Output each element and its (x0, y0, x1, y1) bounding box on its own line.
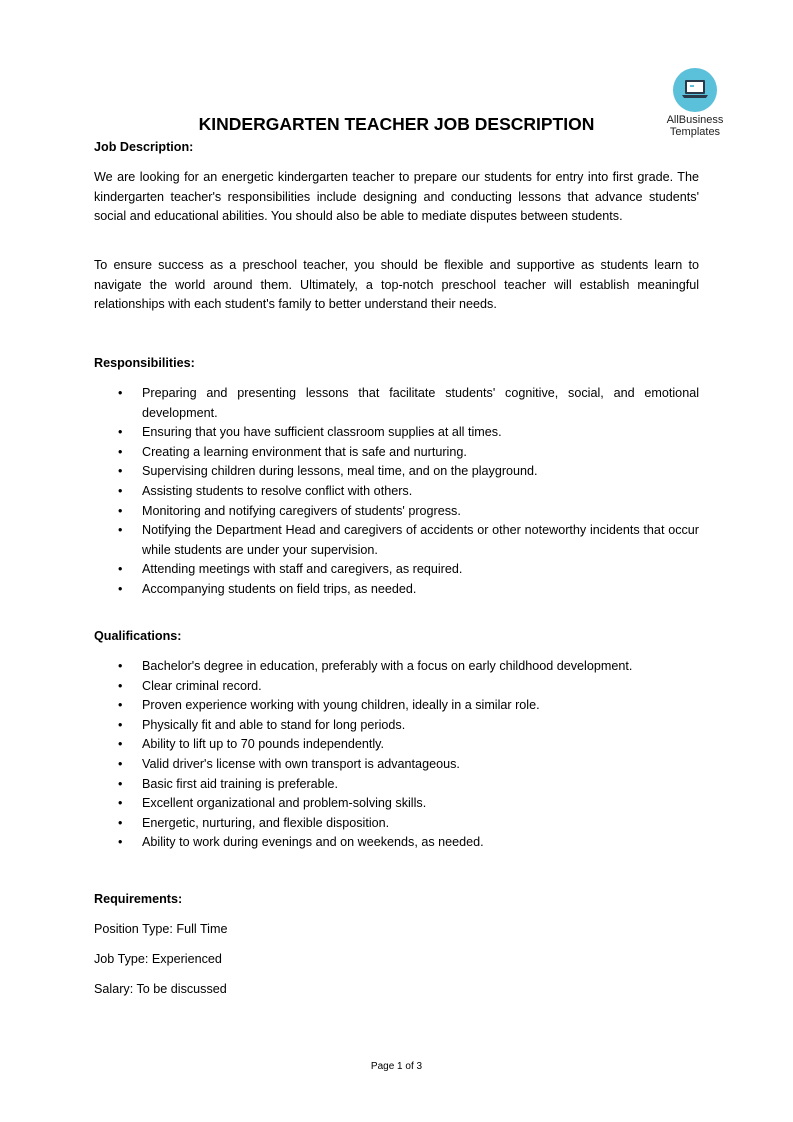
list-item: • Ability to work during evenings and on weekends, as needed. (94, 833, 699, 853)
position-type: Position Type: Full Time (94, 922, 228, 936)
list-item: • Clear criminal record. (94, 677, 699, 697)
qualifications-list (94, 657, 699, 853)
bullet-icon: • (118, 444, 123, 459)
bullet-icon: • (118, 737, 123, 752)
bullet-icon: • (118, 678, 123, 693)
bullet-icon: • (118, 464, 123, 479)
list-item: • Physically fit and able to stand for long periods. (94, 716, 699, 736)
responsibilities-heading: Responsibilities: (94, 356, 195, 370)
bullet-icon: • (118, 562, 123, 577)
qualifications-heading: Qualifications: (94, 629, 182, 643)
bullet-icon: • (118, 503, 123, 518)
list-item: • Monitoring and notifying caregivers of students' progress. (94, 502, 699, 522)
list-item: • Accompanying students on field trips, as needed. (94, 580, 699, 600)
bullet-icon: • (118, 659, 123, 673)
job-description-heading: Job Description: (94, 140, 194, 154)
bullet-icon: • (118, 581, 123, 596)
list-item: • Preparing and presenting lessons that facilitate students' cognitive, social, and emotional development. (118, 386, 699, 420)
list-item: • Energetic, nurturing, and flexible disposition. (94, 814, 699, 834)
bullet-icon: • (118, 523, 123, 538)
list-item: • Excellent organizational and problem-solving skills. (94, 794, 699, 814)
list-item: • Notifying the Department Head and caregivers of accidents or other noteworthy incidents that occur while students are under your supervision. (118, 523, 699, 557)
bullet-icon: • (118, 796, 123, 811)
list-item: • Creating a learning environment that is safe and nurturing. (94, 443, 699, 463)
list-item: • Ability to lift up to 70 pounds independently. (94, 735, 699, 755)
bullet-icon: • (118, 835, 123, 850)
bullet-icon: • (118, 483, 123, 498)
requirements-heading: Requirements: (94, 892, 183, 906)
bullet-icon: • (118, 698, 123, 713)
bullet-icon: • (118, 425, 123, 440)
list-item: • Ensuring that you have sufficient classroom supplies at all times. (94, 423, 699, 443)
laptop-icon (673, 68, 717, 112)
job-type: Job Type: Experienced (94, 952, 222, 966)
job-description-paragraph-1: We are looking for an energetic kindergarten teacher to prepare our students for entry into first grade. The kindergarten teacher's responsibilities include designing and conducting lessons that advance students' social and educational abilities. You should also be able to mediate disputes between students. (94, 170, 699, 224)
list-item: • Basic first aid training is preferable. (94, 775, 699, 795)
responsibilities-list (94, 384, 699, 600)
list-item: • Attending meetings with staff and caregivers, as required. (94, 560, 699, 580)
bullet-icon: • (118, 756, 123, 771)
job-description-paragraph-2: To ensure success as a preschool teacher, you should be flexible and supportive as students learn to navigate the world around them. Ultimately, a top-notch preschool teacher will establish meaningful relationships with each student's family to better understand their needs. (94, 258, 699, 312)
logo-text-line1: AllBusiness (666, 114, 724, 126)
bullet-icon: • (118, 717, 123, 732)
list-item: • Bachelor's degree in education, preferably with a focus on early childhood development. (94, 657, 699, 677)
bullet-icon: • (118, 386, 123, 400)
list-item: • Assisting students to resolve conflict with others. (94, 482, 699, 502)
list-item: • Proven experience working with young children, ideally in a similar role. (94, 696, 699, 716)
list-item: • Supervising children during lessons, meal time, and on the playground. (94, 462, 699, 482)
bullet-icon: • (118, 776, 123, 791)
logo-text-line2: Templates (669, 126, 721, 138)
bullet-icon: • (118, 815, 123, 830)
list-item: • Valid driver's license with own transport is advantageous. (94, 755, 699, 775)
page-number: Page 1 of 3 (370, 1061, 423, 1072)
document-title: KINDERGARTEN TEACHER JOB DESCRIPTION (198, 114, 595, 134)
salary: Salary: To be discussed (94, 982, 227, 996)
